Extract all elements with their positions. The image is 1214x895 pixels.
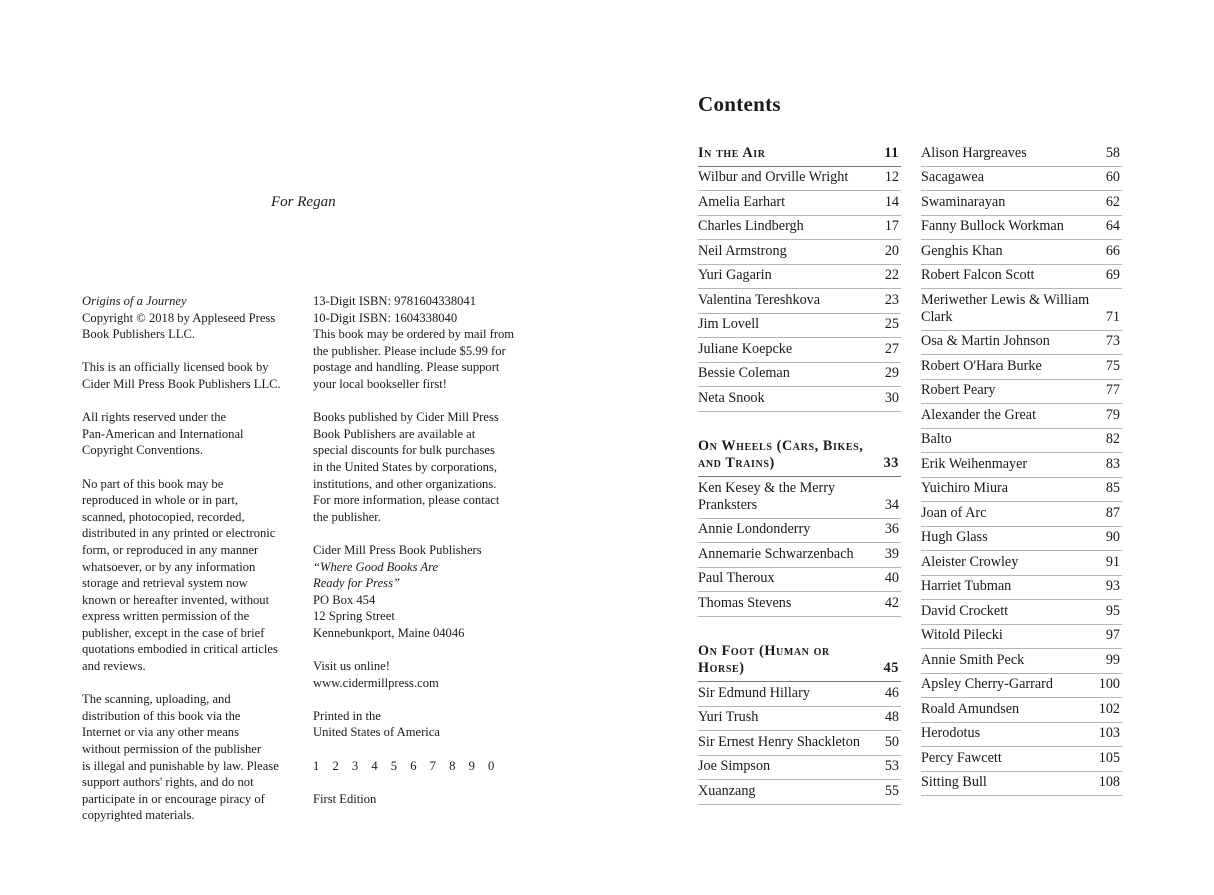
- toc-page-number: 83: [1105, 455, 1120, 472]
- copyright-line: scanned, photocopied, recorded,: [82, 509, 245, 524]
- toc-entry-title: Neil Armstrong: [698, 242, 787, 259]
- toc-entry-title: Sitting Bull: [921, 774, 987, 790]
- toc-page-number: 73: [1105, 333, 1120, 349]
- toc-entry[interactable]: [921, 191, 1122, 216]
- right-page: [607, 0, 1214, 895]
- toc-entry-title: Joan of Arc: [921, 504, 987, 521]
- toc-entry[interactable]: [921, 674, 1122, 699]
- copyright-line: form, or reproduced in any manner: [82, 542, 259, 557]
- toc-entry[interactable]: [921, 429, 1122, 454]
- toc-entry[interactable]: [698, 543, 901, 568]
- copyright-line: storage and retrieval system now: [82, 576, 248, 591]
- copyright-line: Printed in the: [313, 708, 381, 723]
- toc-entry-title: Swaminarayan: [921, 193, 1006, 210]
- copyright-line: distribution of this book via the: [82, 708, 241, 723]
- copyright-line: Cider Mill Press Book Publishers: [313, 542, 482, 557]
- toc-entry-title: Herodotus: [921, 725, 981, 741]
- toc-section-heading[interactable]: [698, 436, 901, 478]
- toc-entry-title: Robert Falcon Scott: [921, 267, 1035, 283]
- copyright-line: This is an officially licensed book by: [82, 360, 269, 375]
- copyright-line: participate in or encourage piracy of: [82, 791, 265, 806]
- copyright-line: support authors' rights, and do not: [82, 775, 254, 790]
- toc-page-number: 30: [884, 389, 899, 406]
- toc-page-number: 40: [884, 570, 899, 586]
- contents-title: Contents: [698, 92, 781, 116]
- copyright-paragraph: [313, 542, 538, 642]
- toc-entry-title: Alison Hargreaves: [921, 144, 1027, 161]
- toc-entry-title: Alexander the Great: [921, 406, 1037, 423]
- toc-entry-title: Witold Pilecki: [921, 627, 1003, 643]
- toc-entry-title: Yuichiro Miura: [921, 480, 1009, 496]
- toc-page-number: 23: [884, 291, 899, 308]
- toc-page-number: 25: [884, 316, 899, 332]
- copyright-line: First Edition: [313, 791, 377, 806]
- copyright-line: postage and handling. Please support: [313, 360, 500, 375]
- toc-entry-title: On Wheels (Cars, Bikes, and Trains): [698, 438, 864, 471]
- copyright-line: reproduced in whole or in part,: [82, 493, 238, 508]
- toc-page-number: 108: [1098, 774, 1120, 790]
- toc-entry-title: Meriwether Lewis & William Clark: [921, 291, 1090, 325]
- copyright-line: copyrighted materials.: [82, 808, 195, 823]
- copyright-line: Kennebunkport, Maine 04046: [313, 625, 465, 640]
- toc-entry[interactable]: [921, 502, 1122, 527]
- toc-entry[interactable]: [921, 747, 1122, 772]
- copyright-line: Origins of a Journey: [82, 294, 187, 308]
- toc-entry-title: Xuanzang: [698, 782, 756, 799]
- toc-page-number: 22: [884, 267, 899, 283]
- toc-entry-title: Apsley Cherry-Garrard: [921, 676, 1053, 692]
- toc-page-number: 17: [884, 218, 899, 234]
- copyright-paragraph: [82, 476, 297, 675]
- copyright-line: Visit us online!: [313, 659, 390, 674]
- toc-entry-title: Fanny Bullock Workman: [921, 218, 1064, 234]
- copyright-line: Book Publishers LLC.: [82, 327, 195, 342]
- toc-entry-title: Juliane Koepcke: [698, 340, 793, 357]
- copyright-line: known or hereafter invented, without: [82, 592, 270, 607]
- toc-entry[interactable]: [698, 780, 901, 805]
- toc-entry-title: Annemarie Schwarzenbach: [698, 545, 854, 562]
- toc-entry-title: Percy Fawcett: [921, 749, 1002, 766]
- copyright-line: Copyright © 2018 by Appleseed Press: [82, 310, 276, 325]
- copyright-line: whatsoever, or by any information: [82, 559, 256, 574]
- toc-page-number: 45: [883, 660, 899, 676]
- toc-page-number: 27: [884, 340, 899, 357]
- toc-page-number: 95: [1105, 602, 1120, 619]
- copyright-line: Book Publishers are available at: [313, 426, 476, 441]
- toc-entry-title: Yuri Trush: [698, 709, 759, 725]
- toc-entry[interactable]: [921, 355, 1122, 380]
- toc-page-number: 90: [1105, 529, 1120, 545]
- toc-page-number: 50: [884, 733, 899, 750]
- toc-entry-title: Sir Edmund Hillary: [698, 684, 810, 701]
- copyright-line: United States of America: [313, 725, 440, 740]
- toc-page-number: 97: [1105, 627, 1120, 643]
- toc-entry[interactable]: [698, 682, 901, 707]
- toc-entry[interactable]: [921, 265, 1122, 290]
- toc-entry-title: On Foot (Human or Horse): [698, 643, 830, 676]
- copyright-paragraph: [82, 359, 297, 392]
- toc-entry-title: Aleister Crowley: [921, 553, 1019, 570]
- toc-entry-title: Charles Lindbergh: [698, 218, 804, 234]
- toc-entry[interactable]: [698, 731, 901, 756]
- copyright-column-left: [82, 293, 297, 841]
- toc-entry[interactable]: [698, 707, 901, 732]
- toc-entry[interactable]: [921, 404, 1122, 429]
- copyright-line: your local bookseller first!: [313, 376, 447, 391]
- toc-page-number: 85: [1105, 480, 1120, 496]
- toc-entry[interactable]: [698, 216, 901, 241]
- copyright-line: publisher, except in the case of brief: [82, 625, 265, 640]
- copyright-paragraph: [82, 293, 297, 343]
- copyright-line: Copyright Conventions.: [82, 443, 204, 458]
- toc-entry-title: Sir Ernest Henry Shackleton: [698, 733, 860, 750]
- toc-page-number: 66: [1105, 242, 1120, 259]
- toc-page-number: 75: [1105, 357, 1120, 374]
- copyright-line: PO Box 454: [313, 592, 376, 607]
- toc-entry[interactable]: [698, 167, 901, 192]
- toc-page-number: 62: [1105, 193, 1120, 210]
- toc-page-number: 69: [1105, 267, 1120, 283]
- toc-page-number: 91: [1105, 553, 1120, 570]
- toc-page-number: 93: [1105, 578, 1120, 594]
- toc-entry-title: Annie Smith Peck: [921, 651, 1025, 668]
- toc-entry-title: Amelia Earhart: [698, 193, 786, 210]
- toc-entry[interactable]: [921, 600, 1122, 625]
- toc-entry[interactable]: [698, 387, 901, 412]
- toc-entry-title: David Crockett: [921, 602, 1009, 619]
- copyright-paragraph: [313, 409, 538, 525]
- toc-entry-title: Annie Londonderry: [698, 521, 811, 537]
- toc-page-number: 100: [1098, 676, 1120, 692]
- toc-entry[interactable]: [698, 289, 901, 314]
- copyright-line: in the United States by corporations,: [313, 459, 497, 474]
- toc-entry-title: Ken Kesey & the Merry Pranksters: [698, 479, 836, 513]
- toc-entry[interactable]: [698, 477, 901, 519]
- toc-page-number: 55: [884, 782, 899, 799]
- copyright-line: 12 Spring Street: [313, 609, 395, 624]
- copyright-line: “Where Good Books Are: [313, 559, 439, 574]
- toc-entry[interactable]: [921, 380, 1122, 405]
- toc-entry-title: Hugh Glass: [921, 529, 988, 545]
- copyright-line: For more information, please contact: [313, 493, 500, 508]
- copyright-paragraph: [313, 708, 538, 741]
- toc-page-number: 53: [884, 758, 899, 774]
- toc-entry[interactable]: [921, 331, 1122, 356]
- copyright-paragraph: [313, 791, 538, 808]
- toc-entry-title: Wilbur and Orville Wright: [698, 169, 849, 185]
- toc-entry[interactable]: [921, 289, 1122, 331]
- copyright-line: distributed in any printed or electronic: [82, 526, 276, 541]
- toc-entry[interactable]: [921, 216, 1122, 241]
- copyright-line: The scanning, uploading, and: [82, 692, 231, 707]
- copyright-line: quotations embodied in critical articles: [82, 642, 278, 657]
- toc-entry[interactable]: [698, 363, 901, 388]
- toc-entry-title: Osa & Martin Johnson: [921, 333, 1050, 349]
- toc-page-number: 12: [884, 169, 899, 185]
- toc-entry[interactable]: [698, 338, 901, 363]
- toc-entry-title: In the Air: [698, 144, 766, 161]
- toc-page-number: 103: [1098, 725, 1120, 741]
- copyright-line: Internet or via any other means: [82, 725, 240, 740]
- toc-entry[interactable]: [921, 576, 1122, 601]
- toc-entry[interactable]: [698, 314, 901, 339]
- toc-entry-title: Bessie Coleman: [698, 365, 790, 381]
- toc-page-number: 77: [1105, 382, 1120, 398]
- toc-entry-title: Neta Snook: [698, 389, 765, 406]
- copyright-line: the publisher. Please include $5.99 for: [313, 343, 506, 358]
- toc-page-number: 87: [1105, 504, 1120, 521]
- copyright-line: special discounts for bulk purchases: [313, 443, 495, 458]
- toc-entry-title: Thomas Stevens: [698, 594, 792, 611]
- toc-page-number: 82: [1105, 431, 1120, 447]
- toc-page-number: 14: [884, 193, 899, 210]
- toc-entry[interactable]: [921, 478, 1122, 503]
- copyright-line: without permission of the publisher: [82, 742, 262, 757]
- toc-section-heading[interactable]: [698, 641, 901, 683]
- toc-entry-title: Robert O'Hara Burke: [921, 357, 1042, 374]
- toc-page-number: 46: [884, 684, 899, 701]
- copyright-line: the publisher.: [313, 509, 381, 524]
- toc-entry[interactable]: [921, 167, 1122, 192]
- copyright-line: Cider Mill Press Book Publishers LLC.: [82, 376, 281, 391]
- toc-entry[interactable]: [698, 265, 901, 290]
- toc-page-number: 42: [884, 594, 899, 611]
- copyright-paragraph: [313, 293, 538, 393]
- toc-page-number: 58: [1105, 144, 1120, 161]
- toc-entry[interactable]: [698, 240, 901, 265]
- toc-entry-title: Genghis Khan: [921, 242, 1003, 259]
- toc-entry[interactable]: [698, 519, 901, 544]
- copyright-line: institutions, and other organizations.: [313, 476, 497, 491]
- copyright-paragraph: [313, 658, 538, 691]
- toc-entry[interactable]: [921, 142, 1122, 167]
- toc-entry[interactable]: [921, 649, 1122, 674]
- toc-entry[interactable]: [698, 756, 901, 781]
- toc-section-heading[interactable]: [698, 142, 901, 167]
- copyright-line: www.cidermillpress.com: [313, 675, 439, 690]
- copyright-line: All rights reserved under the: [82, 410, 227, 425]
- dedication: For Regan: [271, 194, 336, 210]
- toc-entry-title: Harriet Tubman: [921, 578, 1012, 594]
- toc-entry[interactable]: [921, 551, 1122, 576]
- toc-entry-title: Yuri Gagarin: [698, 267, 772, 283]
- toc-page-number: 48: [884, 709, 899, 725]
- toc-entry[interactable]: [921, 527, 1122, 552]
- copyright-paragraph: [82, 691, 297, 824]
- toc-entry-title: Roald Amundsen: [921, 700, 1020, 717]
- copyright-line: is illegal and punishable by law. Please: [82, 758, 279, 773]
- toc-entry-title: Erik Weihenmayer: [921, 455, 1028, 472]
- copyright-line: Pan-American and International: [82, 426, 244, 441]
- toc-page-number: 79: [1105, 406, 1120, 423]
- toc-page-number: 34: [884, 496, 899, 513]
- toc-page-number: 64: [1105, 218, 1120, 234]
- toc-page-number: 29: [884, 365, 899, 381]
- copyright-column-right: [313, 293, 538, 824]
- toc-page-number: 71: [1105, 308, 1120, 325]
- toc-entry-title: Valentina Tereshkova: [698, 291, 821, 308]
- toc-entry-title: Joe Simpson: [698, 758, 771, 774]
- toc-entry-title: Robert Peary: [921, 382, 996, 398]
- copyright-line: 1 2 3 4 5 6 7 8 9 0: [313, 758, 500, 773]
- toc-entry[interactable]: [921, 772, 1122, 797]
- toc-entry[interactable]: [921, 723, 1122, 748]
- copyright-line: Books published by Cider Mill Press: [313, 410, 499, 425]
- copyright-line: 10-Digit ISBN: 1604338040: [313, 310, 458, 325]
- toc-entry[interactable]: [921, 625, 1122, 650]
- copyright-line: express written permission of the: [82, 609, 250, 624]
- toc-page-number: 11: [884, 144, 899, 161]
- toc-column-right: [921, 142, 1122, 796]
- toc-column-left: [698, 142, 901, 805]
- toc-page-number: 60: [1105, 169, 1120, 185]
- section-spacer: [698, 617, 901, 641]
- copyright-paragraph: [82, 409, 297, 459]
- toc-entry-title: Balto: [921, 431, 952, 447]
- section-spacer: [698, 412, 901, 436]
- toc-entry[interactable]: [921, 240, 1122, 265]
- toc-entry-title: Paul Theroux: [698, 570, 775, 586]
- toc-entry[interactable]: [921, 453, 1122, 478]
- toc-page-number: 105: [1098, 749, 1120, 766]
- copyright-line: 13-Digit ISBN: 9781604338041: [313, 294, 477, 308]
- toc-page-number: 20: [884, 242, 899, 259]
- copyright-line: and reviews.: [82, 659, 146, 674]
- copyright-line: Ready for Press”: [313, 576, 400, 591]
- toc-entry[interactable]: [698, 191, 901, 216]
- toc-page-number: 36: [884, 521, 899, 537]
- copyright-line: No part of this book may be: [82, 476, 224, 491]
- toc-page-number: 99: [1105, 651, 1120, 668]
- toc-page-number: 39: [884, 545, 899, 562]
- toc-page-number: 102: [1098, 700, 1120, 717]
- toc-entry[interactable]: [698, 592, 901, 617]
- toc-page-number: 33: [883, 455, 899, 471]
- toc-entry-title: Sacagawea: [921, 169, 985, 185]
- copyright-line: This book may be ordered by mail from: [313, 327, 515, 342]
- toc-entry[interactable]: [698, 568, 901, 593]
- copyright-paragraph: [313, 758, 538, 775]
- toc-entry[interactable]: [921, 698, 1122, 723]
- toc-entry-title: Jim Lovell: [698, 316, 760, 332]
